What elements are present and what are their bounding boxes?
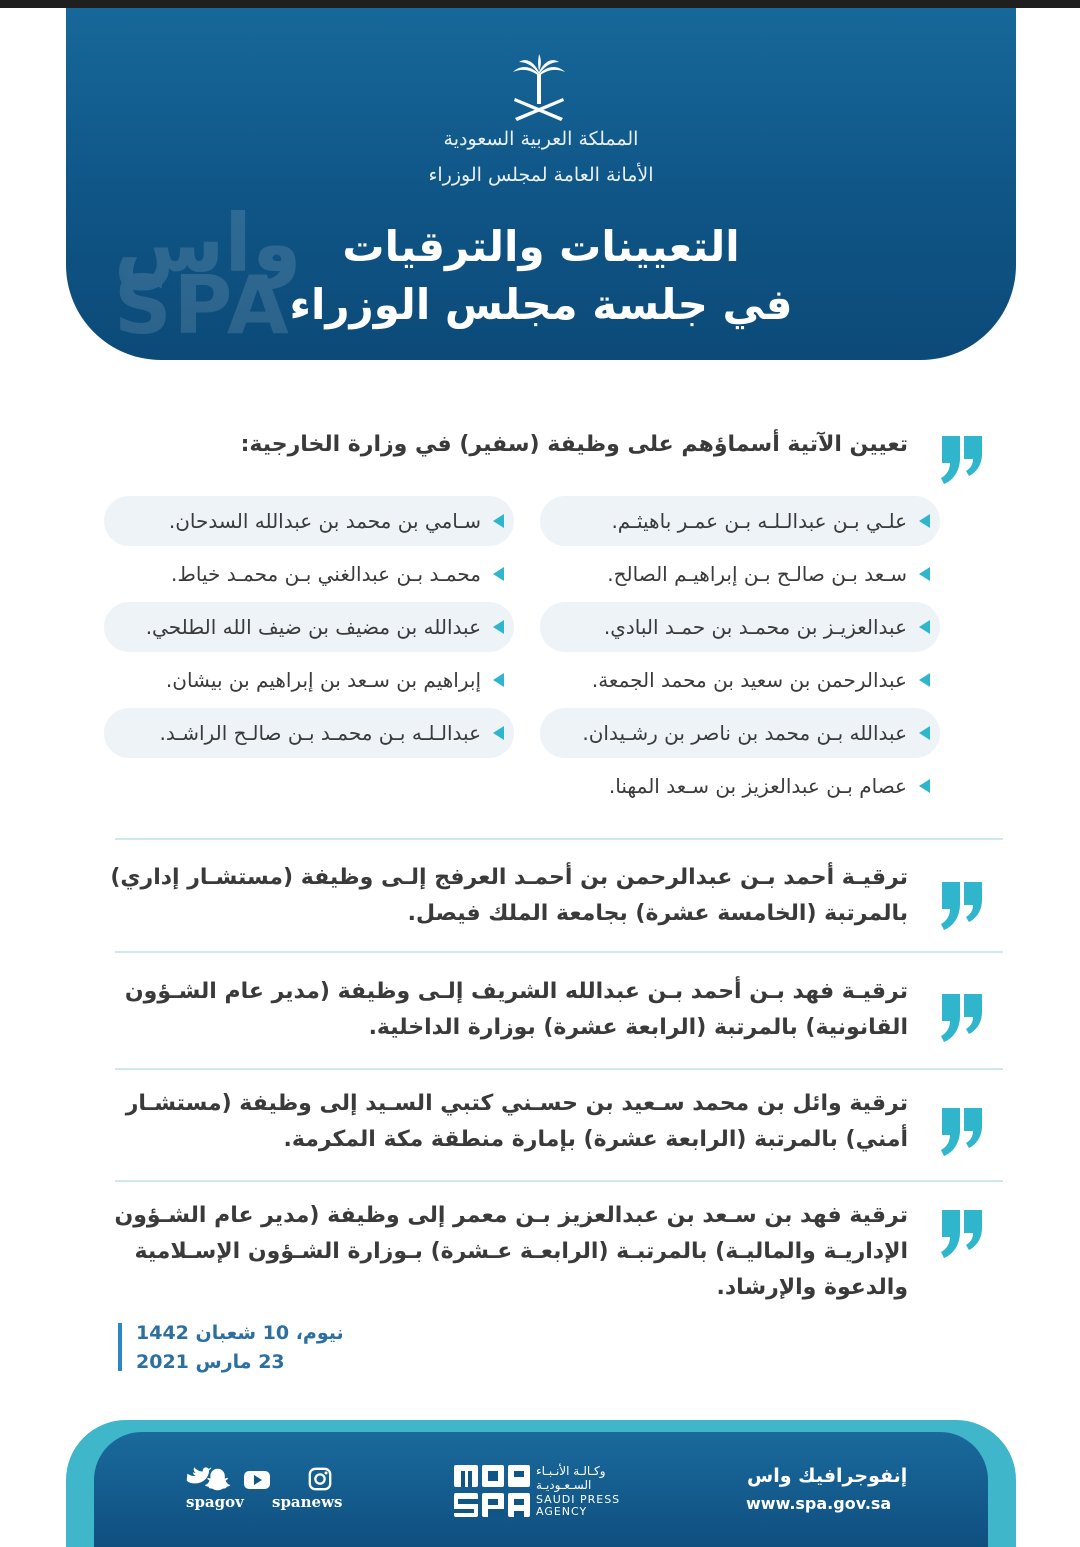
quote-mark-icon [938, 1104, 986, 1158]
promotion-line: ترقية وائل بن محمد سـعيد بن حسـني كتبي السـيد إلى وظيفة (مستشـار [125, 1091, 908, 1116]
ambassador-name: عبدالله بن مضيف بن ضيف الله الطلحي. [145, 615, 481, 639]
ambassador-name: عبدالله بـن محمد بن ناصر بن رشـيدان. [582, 721, 907, 745]
promotion-line: ترقيـة أحمد بـن عبدالرحمن بن أحمـد العرفج إلـى وظيفة (مستشـار إداري) [110, 865, 908, 890]
spa-arabic-name: وكـالـة الأنـبـاء السـعـوديـة [536, 1464, 606, 1492]
date-accent-bar [118, 1323, 122, 1371]
bullet-triangle-icon [919, 620, 930, 634]
list-item [540, 761, 940, 811]
bullet-triangle-icon [493, 620, 504, 634]
handle-spagov[interactable]: spagov [186, 1493, 244, 1511]
ambassador-name: سـعد بـن صالـح بـن إبراهيـم الصالح. [607, 562, 907, 586]
spa-english-name: SAUDI PRESS AGENCY [536, 1493, 621, 1518]
ambassador-name: عبدالـلـه بـن محمـد بـن صالـح الراشـد. [159, 721, 481, 745]
twitter-icon [187, 1467, 212, 1483]
handle-spanews[interactable]: spanews [272, 1493, 343, 1511]
ambassador-name: محمـد بـن عبدالغني بـن محمـد خياط. [171, 562, 481, 586]
hijri-date: نيوم، 10 شعبان 1442 [136, 1322, 344, 1344]
ambassador-name: عصام بـن عبدالعزيز بن سـعد المهنا. [608, 774, 907, 798]
saudi-emblem-icon [507, 54, 571, 126]
quote-mark-icon [938, 1206, 986, 1260]
instagram-icon[interactable] [306, 1466, 334, 1492]
quote-mark-icon [938, 878, 986, 932]
promotion-line: بالمرتبة (الخامسة عشرة) بجامعة الملك فيصل. [407, 901, 908, 926]
bullet-triangle-icon [919, 514, 930, 528]
quote-mark-icon [938, 990, 986, 1044]
promotion-item [108, 860, 908, 932]
promotion-item [108, 974, 908, 1046]
ambassador-name: عبدالعزيـز بن محمـد بن حمـد البادي. [603, 615, 907, 639]
kingdom-name: المملكة العربية السعودية [443, 128, 639, 150]
top-bar [0, 0, 1080, 8]
list-item [540, 549, 940, 599]
promotion-line: القانونية) بالمرتبة (الرابعة عشرة) بوزارة الداخلية. [368, 1015, 908, 1040]
ambassador-name: سـامي بن محمد بن عبدالله السدحان. [168, 509, 481, 533]
bullet-triangle-icon [493, 673, 504, 687]
gregorian-date: 23 مارس 2021 [136, 1351, 285, 1373]
list-item [540, 602, 940, 652]
page-subtitle: في جلسة مجلس الوزراء [289, 280, 793, 329]
bullet-triangle-icon [919, 726, 930, 740]
bullet-triangle-icon [493, 567, 504, 581]
promotion-item [108, 1086, 908, 1158]
section-divider [115, 1180, 1003, 1182]
promotion-line: أمني) بالمرتبة (الرابعة عشرة) بإمارة منطقة مكة المكرمة. [283, 1127, 908, 1152]
ambassador-name: علـي بـن عبدالـلـه بـن عمـر باهيثـم. [611, 509, 907, 533]
list-item [540, 708, 940, 758]
bullet-triangle-icon [919, 779, 930, 793]
website-link[interactable]: www.spa.gov.sa [746, 1494, 892, 1513]
bullet-triangle-icon [919, 673, 930, 687]
bullet-triangle-icon [919, 567, 930, 581]
spa-watermark: واس SPA [114, 197, 302, 352]
list-item [540, 655, 940, 705]
promotion-line: والدعوة والإرشاد. [716, 1275, 908, 1300]
section-divider [115, 838, 1003, 840]
bullet-triangle-icon [493, 514, 504, 528]
list-item [104, 655, 514, 705]
cabinet-secretariat-name: الأمانة العامة لمجلس الوزراء [428, 164, 654, 186]
promotion-item [108, 1198, 908, 1306]
list-item [104, 708, 514, 758]
promotion-line: الإداريـة والماليـة) بالمرتبـة (الرابعـة عـشرة) بـوزارة الشـؤون الإسـلامية [134, 1239, 908, 1264]
spa-logo-icon [452, 1463, 532, 1519]
ambassador-name: عبدالرحمن بن سعيد بن محمد الجمعة. [591, 668, 907, 692]
page-title: التعيينات والترقيات [342, 222, 740, 271]
promotion-line: ترقيـة فهد بـن أحمد بـن عبدالله الشريف إلـى وظيفة (مدير عام الشـؤون [124, 979, 908, 1004]
section-divider [115, 951, 1003, 953]
list-item [104, 549, 514, 599]
promotion-line: ترقية فهد بن سـعد بن عبدالعزيز بـن معمر إلى وظيفة (مدير عام الشـؤون [114, 1203, 908, 1228]
quote-mark-icon [938, 432, 986, 486]
list-item [540, 496, 940, 546]
list-item [104, 602, 514, 652]
bullet-triangle-icon [493, 726, 504, 740]
infographic-title: إنفوجرافيك واس [747, 1465, 908, 1487]
section-divider [115, 1068, 1003, 1070]
list-item [104, 496, 514, 546]
social-icons-group [186, 1466, 276, 1492]
header-banner [66, 8, 1016, 360]
ambassadors-lead: تعيين الآتية أسماؤهم على وظيفة (سفير) في وزارة الخارجية: [240, 432, 908, 457]
ambassador-name: إبراهيم بن سـعد بن إبراهيم بن بيشان. [165, 668, 481, 692]
